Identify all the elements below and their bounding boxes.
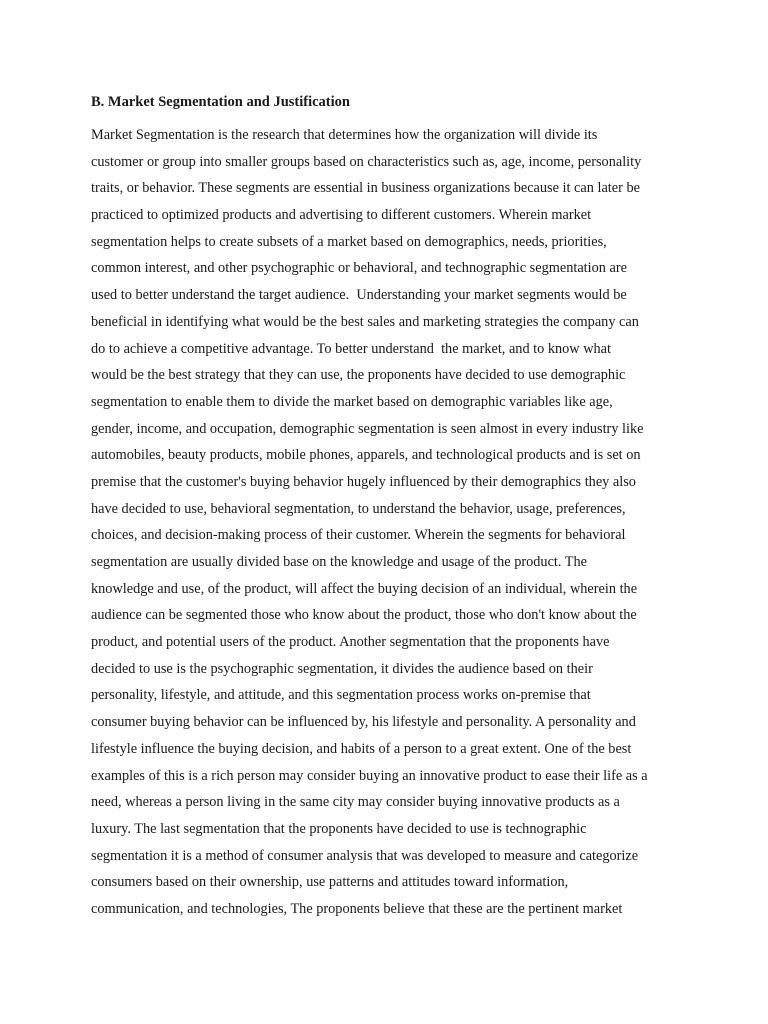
paragraph-line: practiced to optimized products and advertising to different customers. Wherein market [91, 207, 592, 224]
paragraph-line: Market Segmentation is the research that determines how the organization will divide its [91, 127, 598, 143]
paragraph-line: segmentation helps to create subsets of a market based on demographics, needs, priorities, [91, 233, 607, 250]
paragraph-line: segmentation are usually divided base on the knowledge and usage of the product. The [91, 554, 588, 570]
paragraph-line: audience can be segmented those who know about the product, those who don't know about the [91, 607, 637, 624]
paragraph-line: segmentation it is a method of consumer analysis that was developed to measure and categorize [91, 847, 639, 864]
paragraph-line: gender, income, and occupation, demographic segmentation is seen almost in every industry like [91, 420, 644, 437]
paragraph-line: segmentation to enable them to divide the market based on demographic variables like age, [91, 393, 613, 410]
body-paragraph [91, 124, 711, 925]
paragraph-line: customer or group into smaller groups based on characteristics such as, age, income, personality [91, 153, 642, 170]
paragraph-line: consumer buying behavior can be influenced by, his lifestyle and personality. A personality and [91, 714, 636, 731]
paragraph-line: premise that the customer's buying behavior hugely influenced by their demographics they also [91, 473, 636, 490]
paragraph-line: used to better understand the target audience. Understanding your market segments would be [91, 287, 627, 304]
paragraph-line: common interest, and other psychographic or behavioral, and technographic segmentation are [91, 260, 627, 277]
paragraph-line: decided to use is the psychographic segmentation, it divides the audience based on their [91, 660, 593, 677]
paragraph-line: lifestyle influence the buying decision, and habits of a person to a great extent. One of the best [91, 740, 632, 757]
paragraph-line: consumers based on their ownership, use patterns and attitudes toward information, [91, 874, 569, 891]
paragraph-line: traits, or behavior. These segments are essential in business organizations because it can later be [91, 180, 640, 197]
paragraph-line: luxury. The last segmentation that the proponents have decided to use is technographic [91, 820, 587, 837]
paragraph-line: would be the best strategy that they can use, the proponents have decided to use demographic [91, 367, 626, 384]
paragraph-line: product, and potential users of the product. Another segmentation that the proponents have [91, 634, 610, 651]
paragraph-line: automobiles, beauty products, mobile phones, apparels, and technological products and is set on [91, 447, 641, 464]
paragraph-line: examples of this is a rich person may consider buying an innovative product to ease their life as a [91, 767, 648, 784]
paragraph-line: knowledge and use, of the product, will affect the buying decision of an individual, wherein the [91, 580, 638, 597]
paragraph-line: communication, and technologies, The proponents believe that these are the pertinent market [91, 900, 623, 917]
paragraph-line: beneficial in identifying what would be the best sales and marketing strategies the company can [91, 313, 639, 330]
section-heading: B. Market Segmentation and Justification [91, 94, 350, 110]
paragraph-line: personality, lifestyle, and attitude, and this segmentation process works on-premise that [91, 687, 591, 704]
paragraph-line: choices, and decision-making process of their customer. Wherein the segments for behavioral [91, 527, 626, 544]
paragraph-line: need, whereas a person living in the same city may consider buying innovative products as a [91, 794, 620, 811]
paragraph-line: have decided to use, behavioral segmentation, to understand the behavior, usage, preferences, [91, 500, 626, 517]
paragraph-line: do to achieve a competitive advantage. To better understand the market, and to know what [91, 340, 611, 357]
